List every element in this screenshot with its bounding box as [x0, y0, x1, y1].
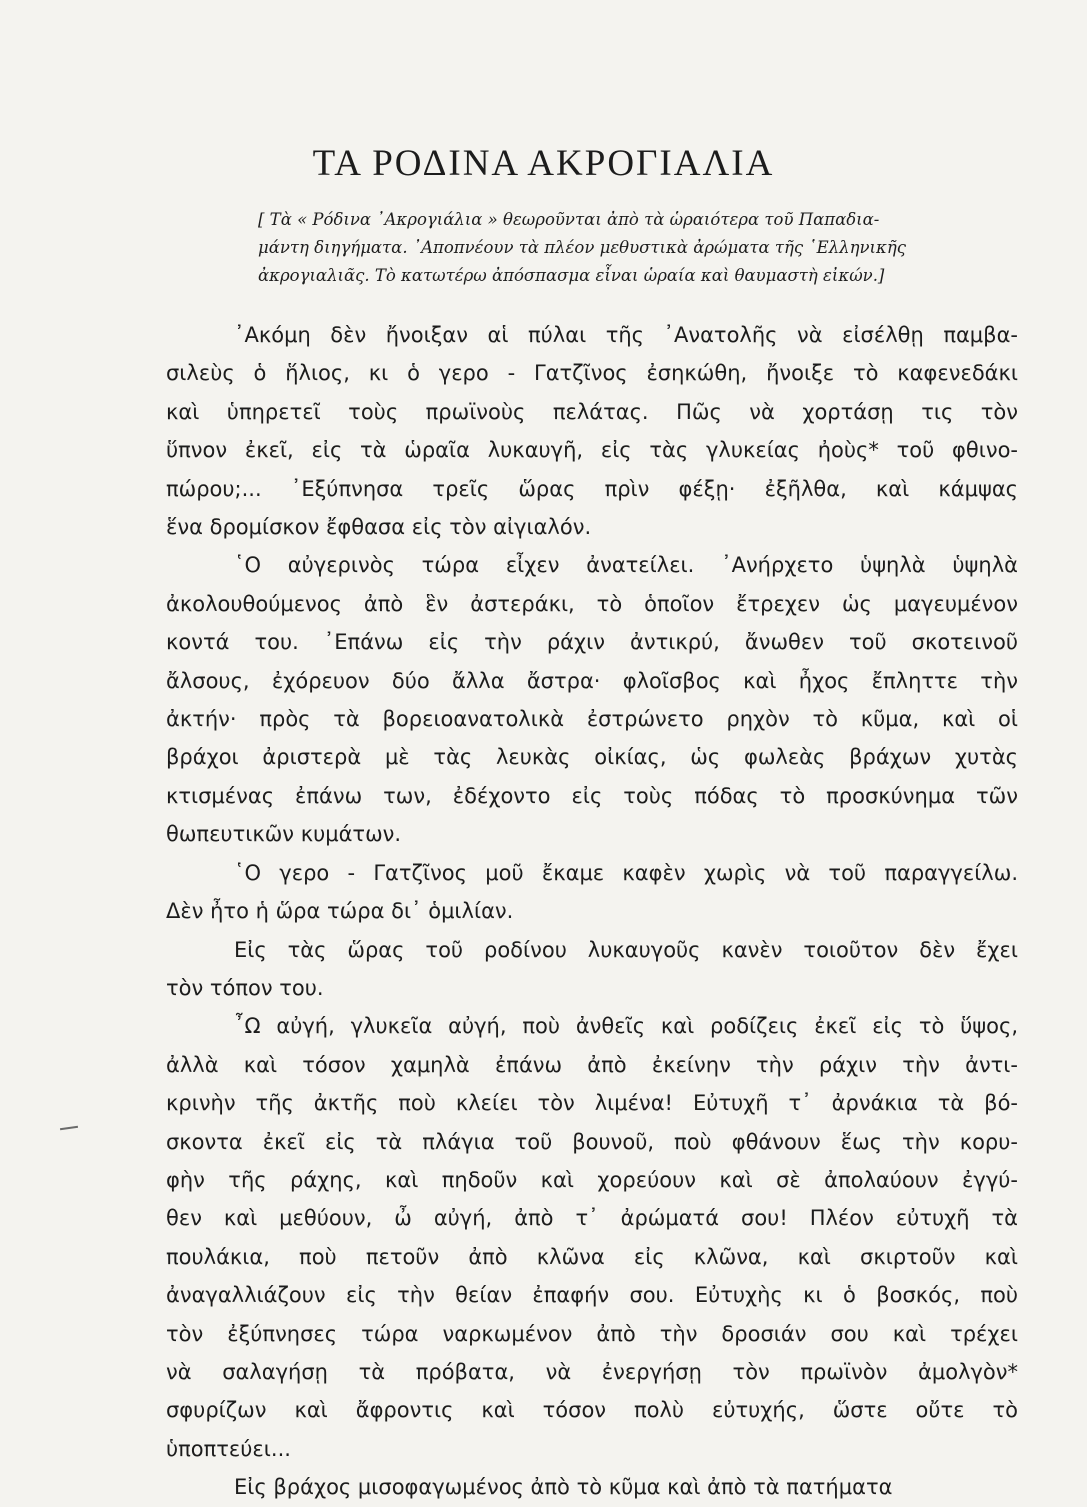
paragraph-line: νὰ σαλαγήσῃ τὰ πρόβατα, νὰ ἐνεργήσῃ τὸν πρωϊνὸν ἀμολγὸν* — [166, 1359, 1018, 1384]
paragraph-line: κτισμένας ἐπάνω των, ἐδέχοντο εἰς τοὺς πόδας τὸ προσκύνημα τῶν — [166, 783, 1018, 808]
paragraph-line: βράχοι ἀριστερὰ μὲ τὰς λευκὰς οἰκίας, ὡς φωλεὰς βράχων χυτὰς — [166, 745, 1018, 770]
paragraph-line: ῾Ο αὐγερινὸς τώρα εἶχεν ἀνατείλει. ᾿Ανήρχετο ὑψηλὰ ὑψηλὰ — [234, 553, 1018, 578]
paragraph — [166, 1007, 1018, 1468]
paragraph-line: Εἰς τὰς ὥρας τοῦ ροδίνου λυκαυγοῦς κανὲν τοιοῦτον δὲν ἔχει — [234, 937, 1018, 962]
paragraph-line: κρινὴν τῆς ἀκτῆς ποὺ κλείει τὸν λιμένα! Εὐτυχῆ τ᾿ ἀρνάκια τὰ βό- — [166, 1091, 1018, 1116]
paragraph-line: σκοντα ἐκεῖ εἰς τὰ πλάγια τοῦ βουνοῦ, ποὺ φθάνουν ἕως τὴν κορυ- — [166, 1129, 1018, 1154]
paragraph — [166, 1468, 1018, 1506]
paragraph-line: σιλεὺς ὁ ἥλιος, κι ὁ γερο - Γατζῖνος ἐσηκώθη, ἤνοιξε τὸ καφενεδάκι — [166, 361, 1018, 386]
paragraph-line: ὕπνον ἐκεῖ, εἰς τὰ ὡραῖα λυκαυγῆ, εἰς τὰς γλυκείας ἠοὺς* τοῦ φθινο- — [166, 438, 1018, 463]
paragraph-line: ἀκτήν· πρὸς τὰ βορειοανατολικὰ ἐστρώνετο ρηχὸν τὸ κῦμα, καὶ οἱ — [166, 707, 1018, 732]
intro-note — [258, 206, 1028, 290]
paragraph-line: θεν καὶ μεθύουν, ὦ αὐγή, ἀπὸ τ᾿ ἀρώματά σου! Πλέον εὐτυχῆ τὰ — [166, 1206, 1018, 1231]
paragraph-line: ῏Ω αὐγή, γλυκεῖα αὐγή, ποὺ ἀνθεῖς καὶ ροδίζεις ἐκεῖ εἰς τὸ ὕψος, — [234, 1014, 1018, 1039]
paragraph — [166, 316, 1018, 546]
paragraph-line: πουλάκια, ποὺ πετοῦν ἀπὸ κλῶνα εἰς κλῶνα, καὶ σκιρτοῦν καὶ — [166, 1244, 1018, 1269]
paragraph-line: καὶ ὑπηρετεῖ τοὺς πρωϊνοὺς πελάτας. Πῶς νὰ χορτάσῃ τις τὸν — [166, 399, 1018, 424]
chapter-title: ΤΑ ΡΟΔΙΝΑ ΑΚΡΟΓΙΑΛΙΑ — [312, 143, 775, 184]
paragraph-line: Εἰς βράχος μισοφαγωμένος ἀπὸ τὸ κῦμα καὶ ἀπὸ τὰ πατήματα — [234, 1475, 893, 1500]
paragraph-line: φὴν τῆς ράχης, καὶ πηδοῦν καὶ χορεύουν καὶ σὲ ἀπολαύουν ἐγγύ- — [166, 1167, 1018, 1192]
body-text — [166, 316, 1018, 1507]
intro-line: μάντη διηγήματα. ᾿Αποπνέουν τὰ πλέον μεθυστικὰ ἀρώματα τῆς ῾Ελληνικῆς — [258, 238, 906, 257]
paragraph-line: ᾿Ακόμη δὲν ἤνοιξαν αἱ πύλαι τῆς ᾿Ανατολῆς νὰ εἰσέλθῃ παμβα- — [234, 323, 1018, 347]
paragraph-line: θωπευτικῶν κυμάτων. — [166, 822, 402, 847]
paragraph-line: τὸν ἐξύπνησες τώρα ναρκωμένον ἀπὸ τὴν δροσιάν σου καὶ τρέχει — [166, 1321, 1018, 1346]
paragraph-line: ῾Ο γερο - Γατζῖνος μοῦ ἔκαμε καφὲν χωρὶς νὰ τοῦ παραγγείλω. — [234, 860, 1018, 885]
paragraph-line: ἀλλὰ καὶ τόσον χαμηλὰ ἐπάνω ἀπὸ ἐκείνην τὴν ράχιν τὴν ἀντι- — [166, 1052, 1018, 1077]
paragraph-line: Δὲν ἦτο ἡ ὥρα τώρα δι᾿ ὁμιλίαν. — [166, 899, 514, 924]
margin-mark — [60, 1126, 78, 1130]
paragraph — [166, 931, 1018, 1008]
paragraph — [166, 546, 1018, 853]
paragraph-line: ἕνα δρομίσκον ἔφθασα εἰς τὸν αἰγιαλόν. — [166, 515, 592, 540]
paragraph-line: κοντά του. ᾿Επάνω εἰς τὴν ράχιν ἀντικρύ, ἄνωθεν τοῦ σκοτεινοῦ — [166, 630, 1018, 655]
paragraph — [166, 854, 1018, 931]
intro-line: [ Τὰ « Ρόδινα ᾿Ακρογιάλια » θεωροῦνται ἀπὸ τὰ ὡραιότερα τοῦ Παπαδια- — [258, 210, 880, 229]
paragraph-line: σφυρίζων καὶ ἄφροντις καὶ τόσον πολὺ εὐτυχής, ὥστε οὔτε τὸ — [166, 1398, 1018, 1423]
paragraph-line: ἀναγαλλιάζουν εἰς τὴν θείαν ἐπαφήν σου. Εὐτυχὴς κι ὁ βοσκός, ποὺ — [166, 1283, 1018, 1308]
paragraph-line: ἀκολουθούμενος ἀπὸ ἓν ἀστεράκι, τὸ ὁποῖον ἔτρεχεν ὡς μαγευμένον — [166, 591, 1018, 616]
paragraph-line: ὑποπτεύει... — [166, 1436, 291, 1461]
intro-line: ἀκρογιαλιᾶς. Τὸ κατωτέρω ἀπόσπασμα εἶναι ὡραία καὶ θαυμαστὴ εἰκών.] — [258, 266, 885, 285]
paragraph-line: ἄλσους, ἐχόρευον δύο ἄλλα ἄστρα· φλοῖσβος καὶ ἦχος ἔπληττε τὴν — [166, 668, 1018, 693]
paragraph-line: τὸν τόπον του. — [166, 975, 324, 1000]
paragraph-line: πώρου;... ᾿Εξύπνησα τρεῖς ὥρας πρὶν φέξῃ· ἐξῆλθα, καὶ κάμψας — [166, 476, 1018, 501]
